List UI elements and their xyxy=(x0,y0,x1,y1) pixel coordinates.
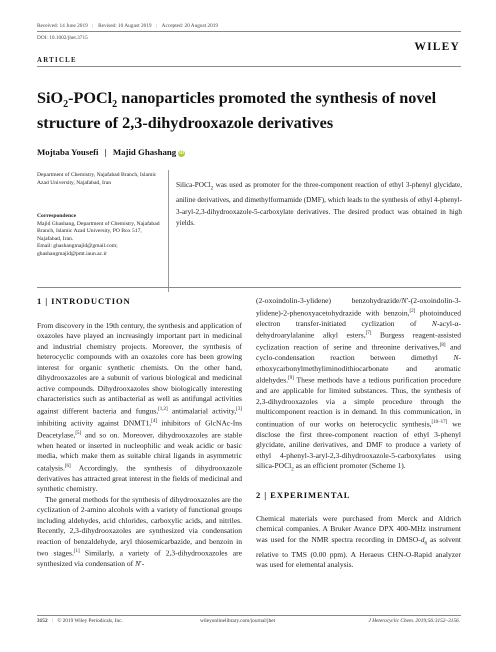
intro-paragraph-1: From discovery in the 19th century, the synthesis and application of oxazoles have played an increasingly important part in medicinal and industrial chemistry projects. Moreover, the synthesis of heterocyclic compounds with an oxazoles core has been growing interest for organic synthetic chemists. On the other hand, dihydrooxazoles are a subunit of various biological and medicinal active compounds. Dihydrooxazoles show biologically interesting characteristics such as antibacterial as well as antifungal activities against different bacteria and fungus,[1,2] antimalarial activity,[3] inhibiting activity against DNMT1,[4] inhibitors of GlcNAc-Ins Deacetylase,[5] and so on. Moreover, dihydrooxazoles are stable when heated or inserted in nucleophilic and weak acidic or basic media, which make them as suitable chiral ligands in asymmetric catalysis.[6] Accordingly, the synthesis of dihydrooxazole derivatives has attracted great interest in the fields of medicinal and synthetic chemistry. xyxy=(37,320,243,494)
orcid-icon[interactable]: iD xyxy=(179,150,185,156)
journal-url[interactable]: wileyonlinelibrary.com/journal/jhet xyxy=(200,618,276,624)
author-list xyxy=(37,147,185,157)
page-number: 3152 xyxy=(37,618,48,624)
abstract-divider xyxy=(168,170,169,292)
publisher-logo: WILEY xyxy=(414,41,460,53)
correspondence-email[interactable]: Email: ghashangmajid@gmail.com; ghashangmajid@pmt.iaun.ac.ir xyxy=(37,243,118,257)
affiliation: Department of Chemistry, Najafabad Branch, Islamic Azad University, Najafabad, Iran xyxy=(37,172,157,186)
publication-history: Received: 14 June 2019 | Revised: 10 August 2019 | Accepted: 20 August 2019 xyxy=(37,23,219,29)
intro-paragraph-2: The general methods for the synthesis of dihydrooxazoles are the cyclization of 2-amino alcohols with a variety of functional groups including aldehydes, acid chlorides, carboxylic acids, and nitriles. Recently, 2,3-dihydrooxazoles are synthesized via condensation reaction of benzaldehyde, aryl thiosemicarbazide, and benzoin in two stages.[1] Similarly, a variety of 2,3-dihydrooxazoles are synthesized via condensation of N′- xyxy=(37,494,243,569)
article-type-divider xyxy=(37,66,461,67)
received-date: Received: 14 June 2019 xyxy=(37,23,88,29)
footer-divider xyxy=(37,615,461,616)
intro-paragraph-continued: (2-oxoindolin-3-ylidene) benzohydrazide/N′-(2-oxoindolin-3-ylidene)-2-phenoxyacetohydrazide with benzoin,[2] photoinduced electron transfer-initiated cyclization of N-acyl-α-dehydroarylalanine alkyl esters,[7] Burgess reagent-assisted cyclization reaction of serine and threonine derivatives,[8] and cyclo-condensation reaction between dimethyl N-ethoxycarbonylmethyliminodithiocarbonate and aromatic aldehydes.[9] These methods have a tedious purification procedure and are applicable for limited substances. Thus, the synthesis of 2,3-dihydrooxazoles via a simple procedure through the multicomponent reaction is in demand. In this communication, in continuation of our works on heterocyclic synthesis,[10–17] we disclose the first three-component reaction of ethyl 3-phenyl glycidate, aniline derivatives, and DMF to produce a variety of ethyl 4-phenyl-3-aryl-2,3-dihydrooxazole-5-carboxylates using silica-POCl$_2$ as an efficient promoter (Scheme 1). xyxy=(256,296,462,473)
correspondence-label: Correspondence xyxy=(37,213,77,219)
article-title: SiO$_2$-POCl$_2$ nanoparticles promoted the synthesis of novel structure of 2,3-dihydrooxazole derivatives xyxy=(37,89,437,133)
footer-left: 3152 | © 2019 Wiley Periodicals, Inc. xyxy=(37,618,123,624)
left-column xyxy=(37,296,242,570)
correspondence-block xyxy=(37,213,167,259)
body-divider xyxy=(37,287,461,288)
experimental-paragraph-1: Chemical materials were purchased from Merck and Aldrich chemical companies. A Bruker Avance DPX 400-MHz instrument was used for the NMR spectra recording in DMSO-$d_6$ as solvent relative to TMS (0.00 ppm). A Heraeus CHN-O-Rapid analyzer was used for elemental analysis. xyxy=(256,513,461,570)
section-heading-experimental: 2 | EXPERIMENTAL xyxy=(256,490,351,501)
right-column xyxy=(256,296,461,571)
author-name: Majid Ghashang xyxy=(112,147,177,157)
revised-date: Revised: 10 August 2019 xyxy=(98,23,152,29)
author-separator: | xyxy=(104,147,107,157)
header-divider xyxy=(37,31,461,32)
copyright: © 2019 Wiley Periodicals, Inc. xyxy=(57,618,123,624)
journal-citation: J Heterocyclic Chem. 2019;56:3152–3156. xyxy=(368,618,460,624)
accepted-date: Accepted: 20 August 2019 xyxy=(161,23,219,29)
section-heading-introduction: 1 | INTRODUCTION xyxy=(37,296,131,306)
article-type: ARTICLE xyxy=(37,57,77,64)
author-name: Mojtaba Yousefi xyxy=(37,147,99,157)
correspondence-address: Majid Ghashang, Department of Chemistry, Najafabad Branch, Islamic Azad University, PO Box 517, Najafabad, Iran. xyxy=(37,220,160,242)
abstract: Silica-POCl$_2$ was used as promoter for the three-component reaction of ethyl 3-phenyl glycidate, aniline derivatives, and dimethylformamide (DMF), which leads to the synthesis of ethyl 4-phenyl-3-aryl-2,3-dihydrooxazole-5-carboxylate derivatives. The desired product was obtained in high yields. xyxy=(176,181,462,228)
doi: DOI: 10.1002/jhet.3715 xyxy=(37,35,88,41)
